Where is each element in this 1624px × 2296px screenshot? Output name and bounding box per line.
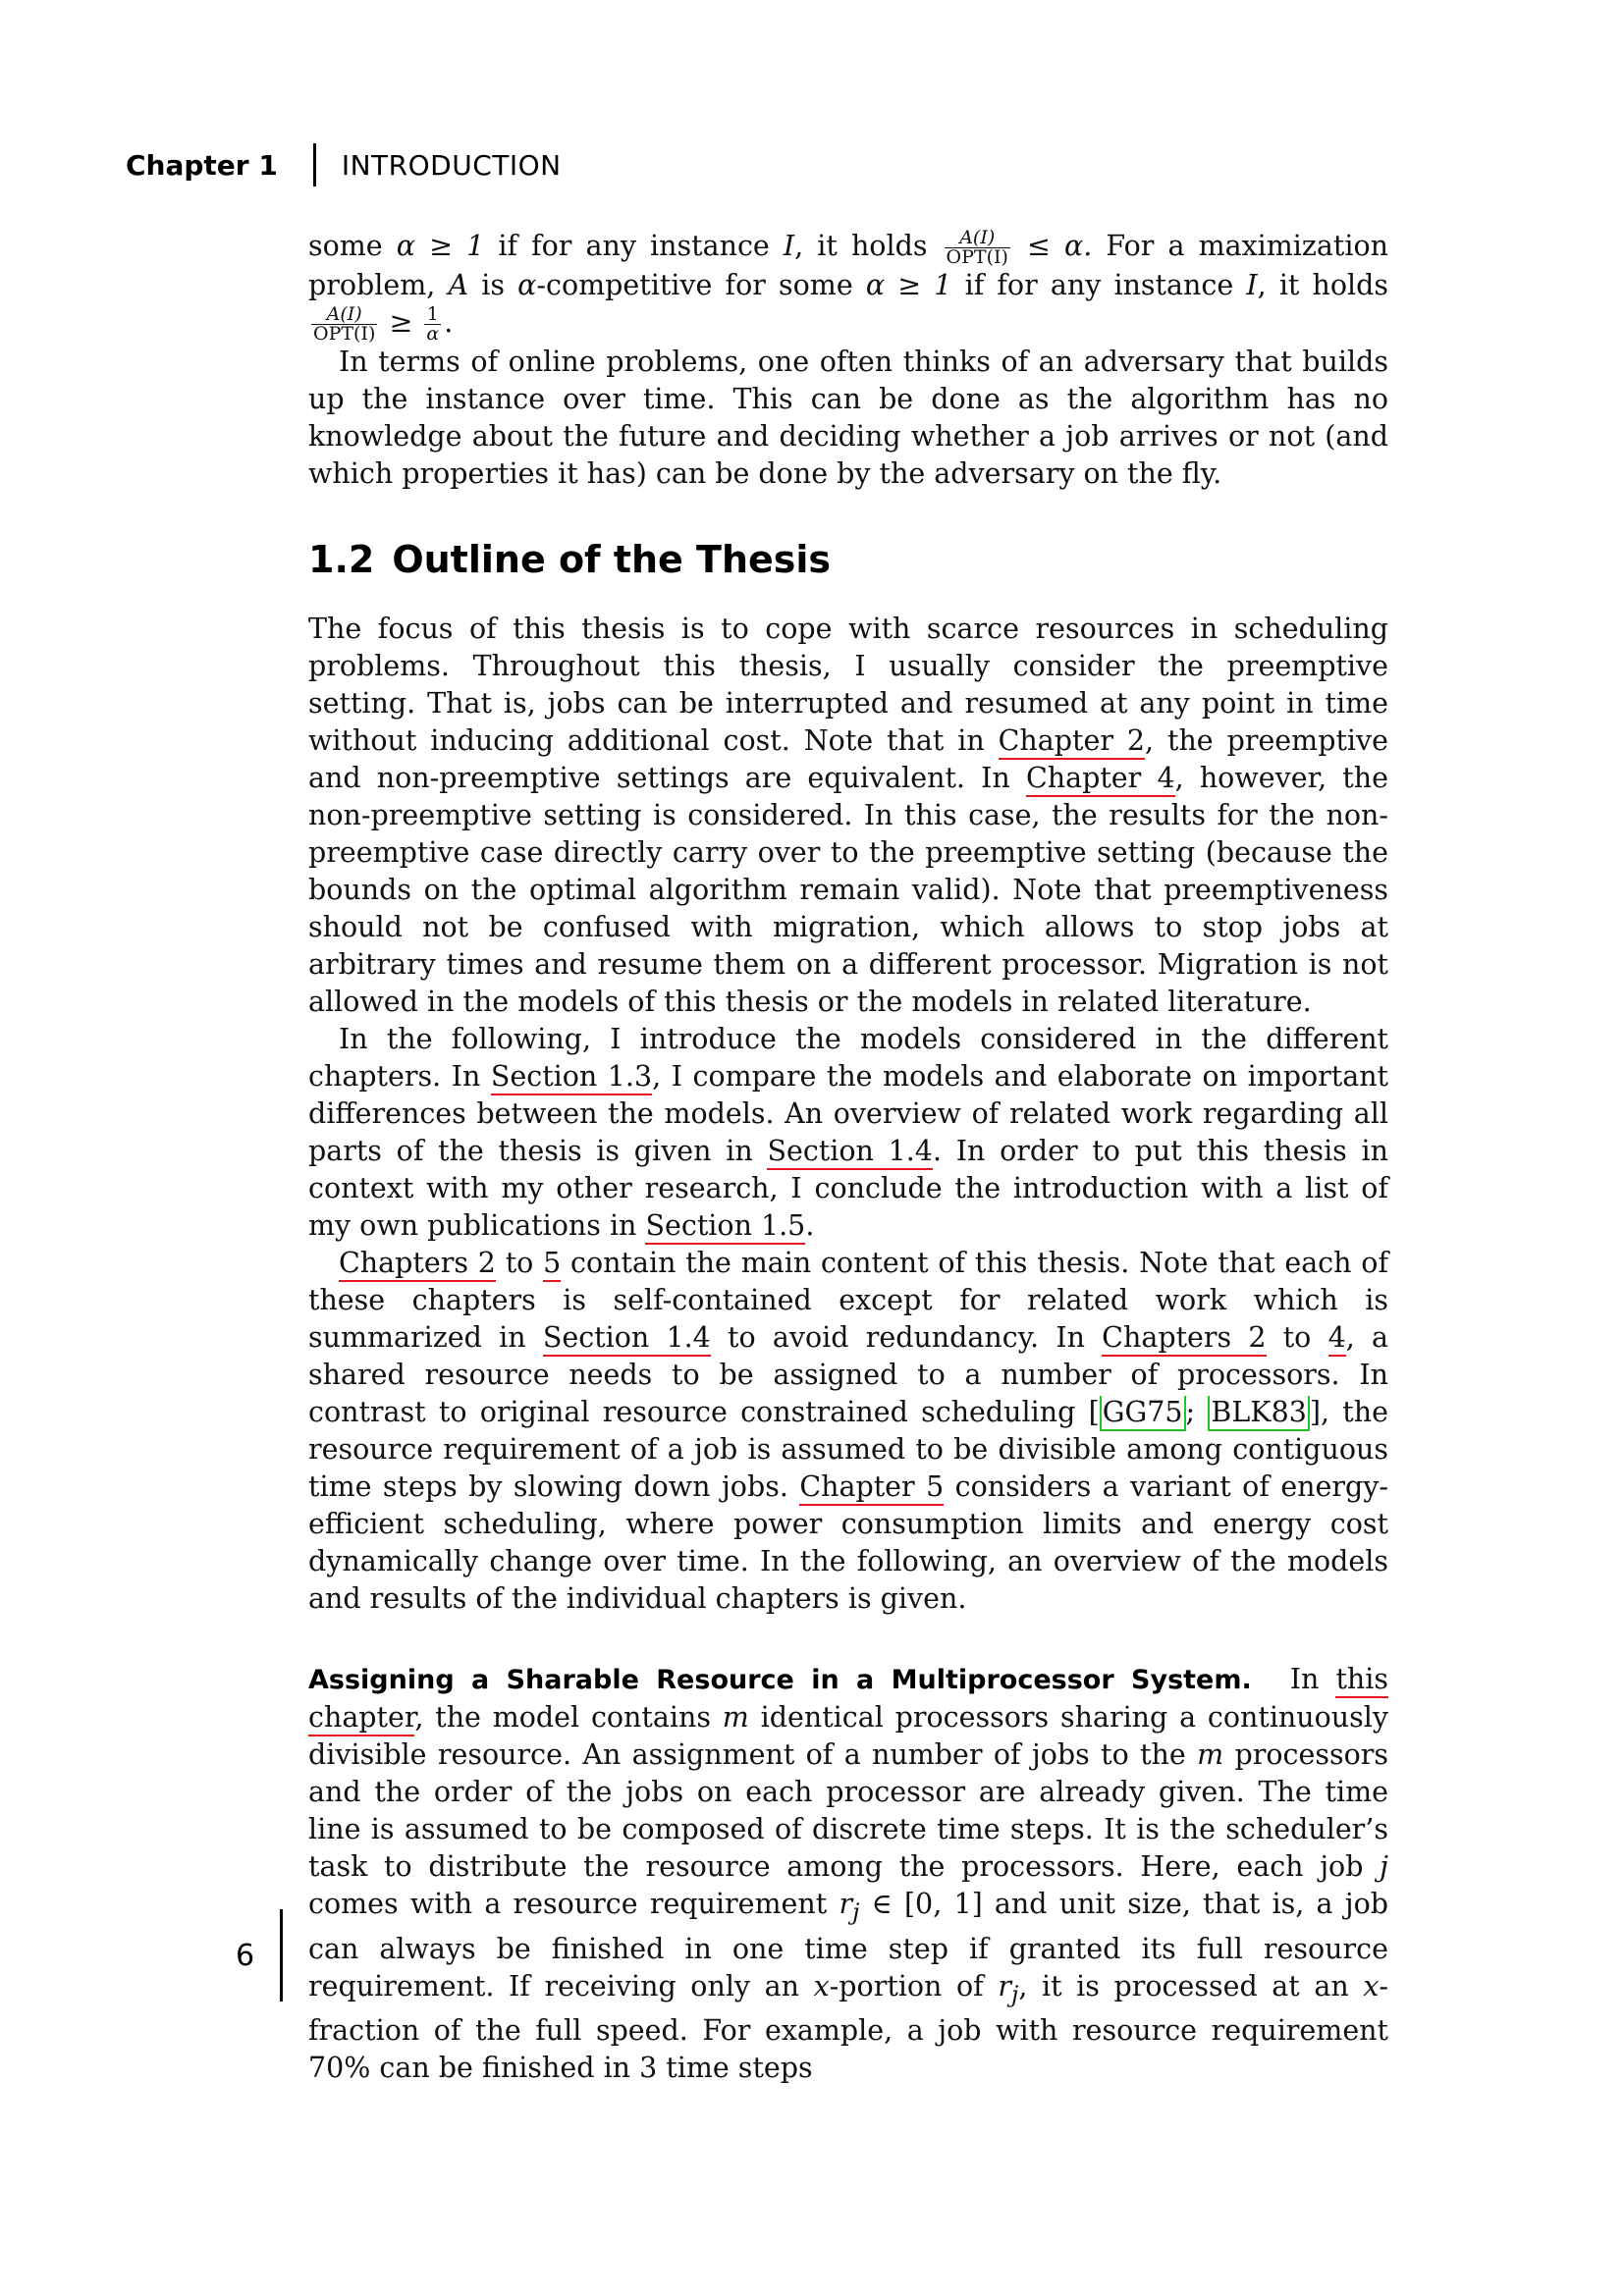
fraction-a-over-opt-2: $\frac{A(I)}{\text{OPT(I)}}$ — [313, 303, 376, 345]
page-number: 6 — [236, 1938, 255, 1973]
link-chapter-4[interactable]: Chapter 4 — [1026, 762, 1175, 797]
link-chapter-4-num[interactable]: 4 — [1328, 1321, 1346, 1357]
citation-blk83[interactable]: BLK83 — [1208, 1396, 1309, 1431]
paragraph-heading: Assigning a Sharable Resource in a Multiprocessor System. — [308, 1665, 1252, 1695]
link-chapter-2[interactable]: Chapter 2 — [999, 724, 1145, 760]
online-problems-paragraph: In terms of online problems, one often thinks of an adversary that builds up the instance over time. This can be done as the algorithm has no knowledge about the future and deciding whether a job arrives or not (and which properties it has) can be done by the adversary on the fly. — [308, 346, 1388, 490]
link-chapters-2-b[interactable]: Chapters 2 — [1102, 1321, 1266, 1357]
page-footer — [236, 1909, 283, 2002]
fraction-one-over-alpha: $\frac{1}{\alpha}$ — [426, 303, 440, 345]
link-section-1-3[interactable]: Section 1.3 — [491, 1060, 652, 1095]
fraction-a-over-opt: $\frac{A(I)}{\text{OPT(I)}}$ — [946, 227, 1008, 268]
competitive-ratio-paragraph: some α ≥ 1 if for any instance I, it holds $\frac{A(I)}{\text{OPT(I)}}$ ≤ α. For a maximization problem, A is α-competitive for some α ≥ 1 if for any instance I, it holds $\frac{A(I)}{\text{OPT(I)}}$ ≥ $\frac{1}{\alpha}$ . — [308, 227, 1389, 345]
following-paragraph: In the following, I introduce the models considered in the different chapters. In Section 1.3, I compare the models and elaborate on important differences between the models. An overview of related work regarding all parts of the thesis is given in Section 1.4. In order to put this thesis in context with my other research, I conclude the introduction with a list of my own publications in Section 1.5. — [308, 1021, 1388, 1245]
body-text — [308, 228, 1388, 2087]
running-head-chapter: Chapter 1 — [126, 148, 278, 182]
chapters-paragraph: Chapters 2 to 5 contain the main content of this thesis. Note that each of these chapters is self-contained except for related work which is summarized in Section 1.4 to avoid redundancy. In Chapters 2 to 4, a shared resource needs to be assigned to a number of processors. In contrast to original resource constrained scheduling [ GG75 ; BLK83 ], the resource requirement of a job is assumed to be divisible among contiguous time steps by slowing down jobs. Chapter 5 considers a variant of energy-efficient scheduling, where power consumption limits and energy cost dynamically change over time. In the following, an overview of the models and results of the individual chapters is given. — [308, 1247, 1389, 1615]
running-head-divider — [313, 143, 316, 187]
link-chapters-2[interactable]: Chapters 2 — [339, 1247, 496, 1282]
link-section-1-4-b[interactable]: Section 1.4 — [543, 1321, 711, 1357]
section-number: 1.2 — [308, 538, 375, 581]
running-head — [126, 143, 562, 187]
assigning-resource-paragraph: Assigning a Sharable Resource in a Multiprocessor System. In this chapter, the model contains m identical processors sharing a continuously divisible resource. An assignment of a number of jobs to the m processors and the order of the jobs on each processor are already given. The time line is assumed to be composed of discrete time steps. It is the scheduler’s task to distribute the resource among the processors. Here, each job j comes with a resource requirement $r_j$ ∈ [0, 1] and unit size, that is, a job can always be finished in one time step if granted its full resource requirement. If receiving only an x-portion of $r_j$, it is processed at an x-fraction of the full speed. For example, a job with resource requirement 70% can be finished in 3 time steps — [308, 1663, 1389, 2085]
link-chapter-5[interactable]: Chapter 5 — [799, 1470, 944, 1506]
running-head-title: INTRODUCTION — [341, 148, 562, 182]
link-this-chapter[interactable]: this chapter — [308, 1663, 1388, 1736]
section-title: Outline of the Thesis — [392, 538, 832, 581]
citation-gg75[interactable]: GG75 — [1100, 1396, 1186, 1431]
link-section-1-5[interactable]: Section 1.5 — [645, 1209, 805, 1245]
focus-paragraph: The focus of this thesis is to cope with scarce resources in scheduling problems. Throughout this thesis, I usually consider the preemptive setting. That is, jobs can be interrupted and resumed at any point in time without inducing additional cost. Note that in Chapter 2, the preemptive and non-preemptive settings are equivalent. In Chapter 4, however, the non-preemptive setting is considered. In this case, the results for the non-preemptive case directly carry over to the preemptive setting (because the bounds on the optimal algorithm remain valid). Note that preemptiveness should not be confused with migration, which allows to stop jobs at arbitrary times and resume them on a different processor. Migration is not allowed in the models of this thesis or the models in related literature. — [308, 613, 1388, 1018]
section-heading — [308, 538, 1388, 581]
link-section-1-4[interactable]: Section 1.4 — [767, 1135, 933, 1170]
link-chapter-5-num[interactable]: 5 — [543, 1247, 561, 1282]
footer-divider — [280, 1909, 283, 2002]
